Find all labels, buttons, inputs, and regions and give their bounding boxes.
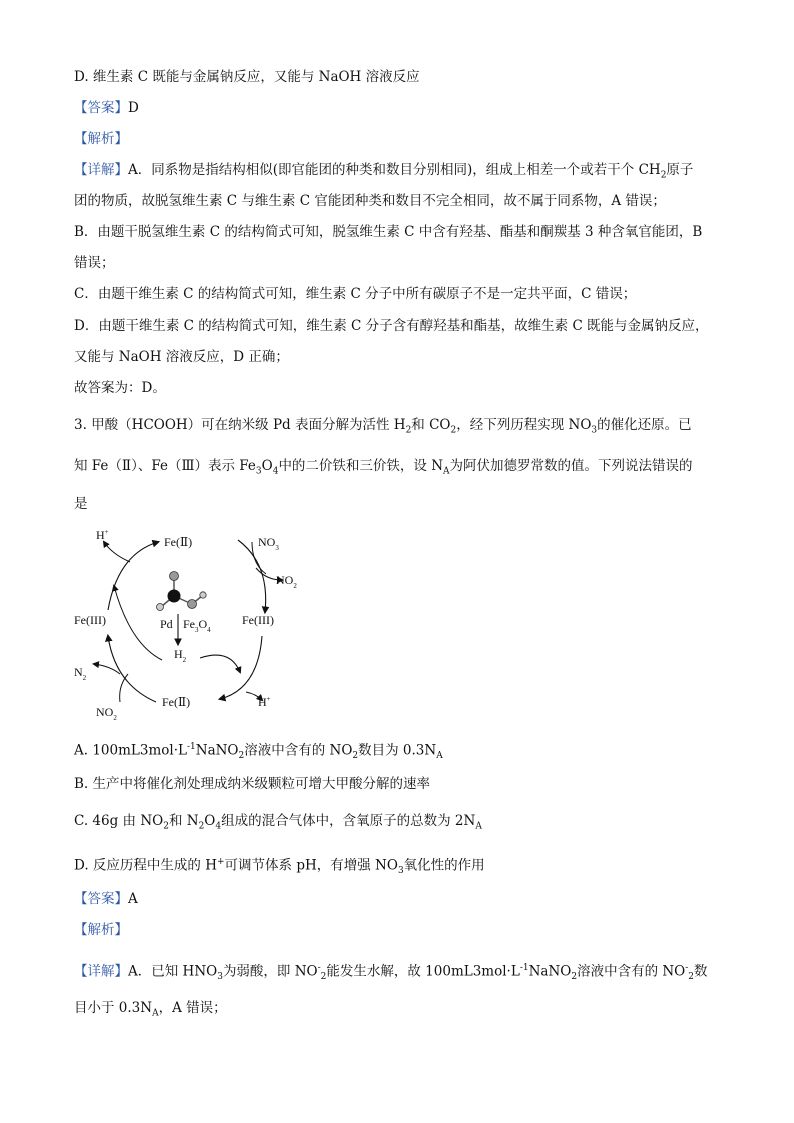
analysis-label: 【解析】 <box>74 131 128 147</box>
arrow-h-top <box>104 542 130 562</box>
arrow-h2-right <box>200 655 240 672</box>
detail-label: 【详解】 <box>74 162 128 178</box>
option-d-text: D. 维生素 C 既能与金属钠反应，又能与 NaOH 溶液反应 <box>74 69 420 85</box>
label-no2-bottom: $NO_2$ <box>96 705 117 722</box>
detail-a-line1: 【详解】A．同系物是指结构相似(即官能团的种类和数目分别相同)，组成上相差一个或若干个 $CH_2$原子 <box>74 162 694 181</box>
option-c: C. 46g 由 $NO_2$和 $N_2O_4$组成的混合气体中，含氧原子的总数为 $2N_A$ <box>74 813 482 832</box>
detail-d-line1: D．由题干维生素 C 的结构简式可知，维生素 C 分子含有醇羟基和酯基，故维生素 C 既能与金属钠反应， <box>74 318 709 334</box>
label-no3: $NO_3$ <box>258 535 279 552</box>
formic-acid-molecule <box>157 572 207 611</box>
answer-line <box>74 98 139 118</box>
arc-right-bottom <box>220 636 262 699</box>
question3-line2: 知 Fe（Ⅱ）、Fe（Ⅲ）表示 $Fe_3O_4$中的二价铁和三价铁，设 $N_A$为阿伏加德罗常数的值。下列说法错误的 <box>74 458 693 477</box>
arrow-no2-in <box>120 674 128 702</box>
detail-q3-line1: 【详解】A．已知 $HNO_3$为弱酸，即 $NO^-_2$能发生水解，故 $100mL3mol\cdot L^{-1}NaNO_2$溶液中含有的 $NO^-_2$数 <box>74 963 708 983</box>
detail-b-line2: 错误； <box>74 255 115 271</box>
answer-value-q3: A <box>128 891 138 907</box>
label-h2: $H_2$ <box>174 647 187 664</box>
label-h-bottom: H+ <box>258 695 271 709</box>
detail-c: C．由题干维生素 C 的结构简式可知，维生素 C 分子中所有碳原子不是一定共平面，C 错误； <box>74 286 637 302</box>
answer-line-q3: 【答案】A <box>74 891 138 907</box>
analysis-label-q3: 【解析】 <box>74 922 128 938</box>
arrow-n2-out <box>94 664 120 674</box>
question3-line1: 3. 甲酸（HCOOH）可在纳米级 Pd 表面分解为活性 $H_2$和 $CO_2$，经下列历程实现 $NO_3$的催化还原。已 <box>74 417 692 436</box>
arc-top-right <box>238 540 266 612</box>
detail-q3-line2: 目小于 $0.3N_A$，A 错误； <box>74 1000 227 1019</box>
detail-b-line1: B．由题干脱氢维生素 C 的结构简式可知，脱氢维生素 C 中含有羟基、酯基和酮羰基 3 种含氧官能团，B <box>74 224 703 240</box>
answer-value: D <box>128 100 139 116</box>
label-fe3o4: $Fe_3O_4$ <box>183 617 211 634</box>
label-fe2-bottom: Fe(Ⅱ) <box>162 695 191 709</box>
label-no2-right: $NO_2$ <box>276 573 297 590</box>
conclusion: 故答案为：D。 <box>74 380 166 396</box>
label-n2: $N_2$ <box>74 665 87 682</box>
detail-d-line2: 又能与 NaOH 溶液反应，D 正确； <box>74 349 289 365</box>
label-fe3-left: Fe(III) <box>74 613 106 627</box>
option-d: D. 反应历程中生成的 H+可调节体系 pH，有增强 $NO_3$氧化性的作用 <box>74 857 485 877</box>
label-h-top: H+ <box>96 528 109 542</box>
detail-a-line2: 团的物质，故脱氢维生素 C 与维生素 C 官能团种类和数目不完全相同，故不属于同系物，A 错误； <box>74 193 666 209</box>
label-fe3-right: Fe(III) <box>242 613 274 627</box>
label-fe2-top: Fe(Ⅱ) <box>164 535 193 549</box>
arrow-h2-left <box>114 586 162 660</box>
arc-bottom-left <box>108 636 156 702</box>
answer-label: 【答案】 <box>74 100 128 116</box>
catalytic-cycle-diagram <box>70 524 300 724</box>
option-a: A. $100mL3mol\cdot L^{-1}NaNO_2$溶液中含有的 $NO_2$数目为 $0.3N_A$ <box>74 742 443 762</box>
arc-left-top <box>108 542 158 610</box>
label-pd: Pd <box>160 617 173 631</box>
option-b: B. 生产中将催化剂处理成纳米级颗粒可增大甲酸分解的速率 <box>74 776 431 792</box>
question3-line3: 是 <box>74 496 88 512</box>
